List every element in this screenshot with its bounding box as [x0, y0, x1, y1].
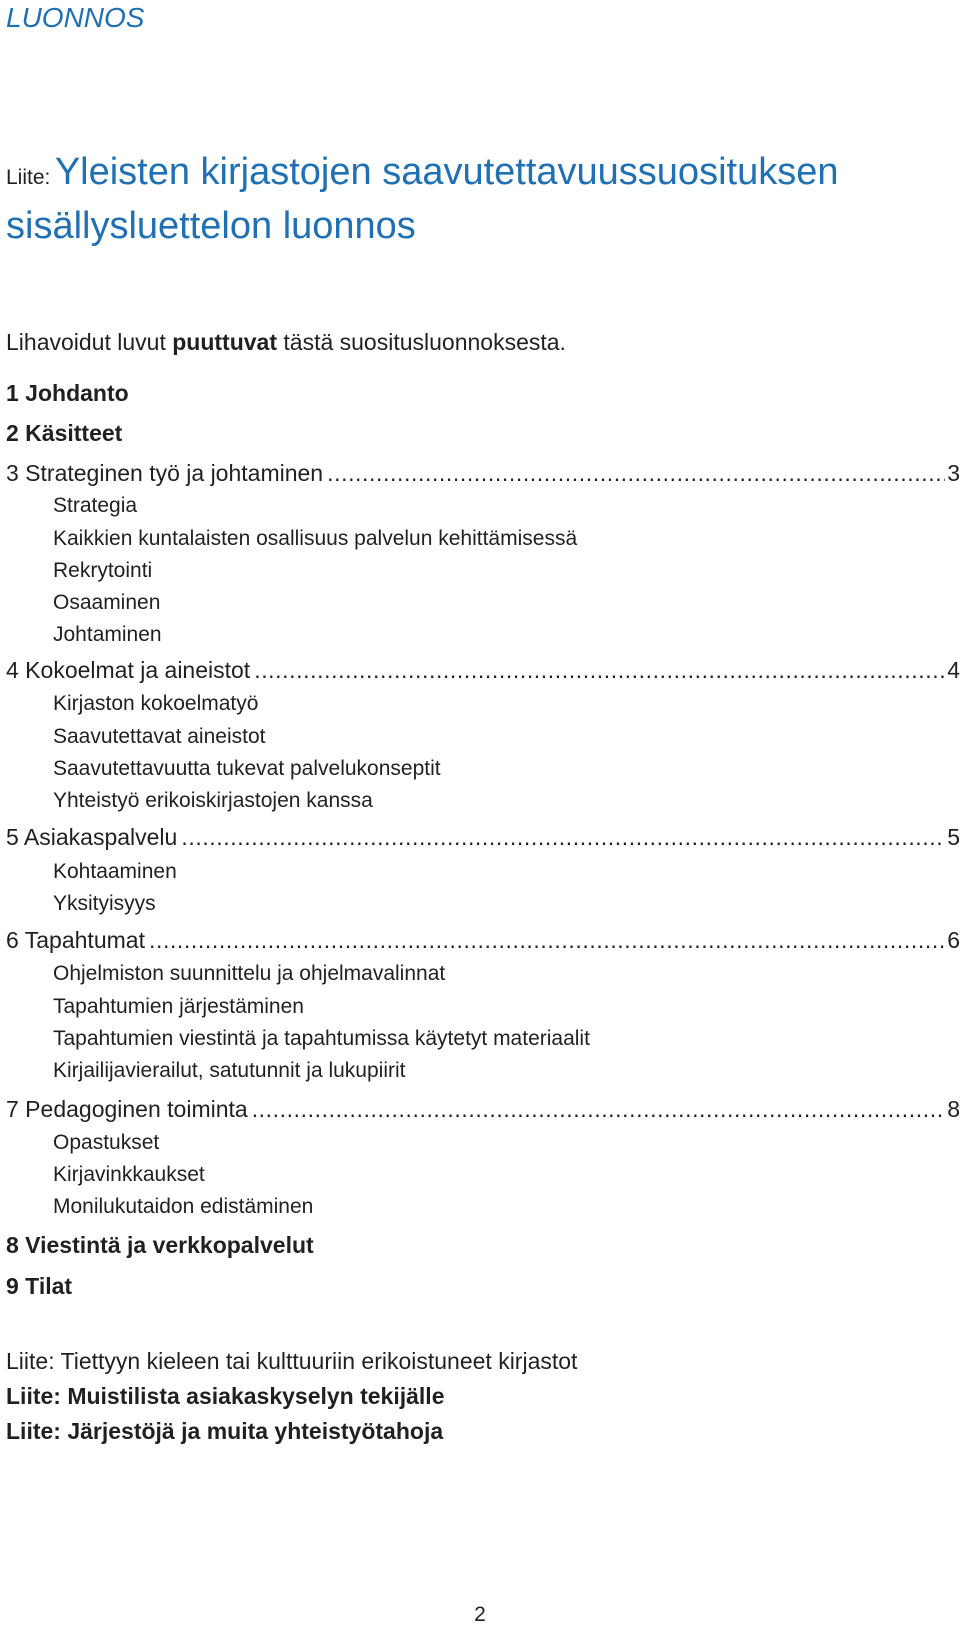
toc-subsection: Yksityisyys — [53, 892, 156, 915]
toc-subsection: Strategia — [53, 494, 138, 517]
toc-subsection: Johtaminen — [53, 623, 162, 646]
toc-chapter-label: 8 Viestintä ja verkkopalvelut — [6, 1232, 314, 1258]
toc-chapter-5 — [6, 824, 960, 851]
toc-page-number: 4 — [947, 657, 960, 683]
toc-subsection: Saavutettavuutta tukevat palvelukonseptit — [53, 757, 441, 780]
toc-leader-dots — [327, 460, 945, 487]
toc-subsection: Rekrytointi — [53, 559, 153, 582]
toc-page-number: 3 — [947, 460, 960, 486]
toc-chapter-label: 9 Tilat — [6, 1273, 73, 1299]
toc-subsection: Opastukset — [53, 1131, 160, 1154]
toc-subsection: Monilukutaidon edistäminen — [53, 1195, 314, 1218]
title-prefix: Liite: — [6, 166, 51, 189]
toc-subsection: Kirjavinkkaukset — [53, 1163, 205, 1186]
toc-subsection: Kirjailijavierailut, satutunnit ja lukupiirit — [53, 1059, 406, 1082]
intro-bold: puuttuvat — [172, 329, 277, 355]
toc-subsection: Osaaminen — [53, 591, 161, 614]
toc-chapter-8 — [6, 1232, 960, 1259]
toc-subsection: Kaikkien kuntalaisten osallisuus palvelun kehittämisessä — [53, 527, 578, 550]
toc-chapter-6 — [6, 927, 960, 954]
toc-chapter-3 — [6, 460, 960, 487]
toc-subsection: Kirjaston kokoelmatyö — [53, 692, 259, 715]
toc-subsection: Ohjelmiston suunnittelu ja ohjelmavalinnat — [53, 962, 446, 985]
toc-chapter-9 — [6, 1273, 960, 1300]
toc-leader-dots — [149, 927, 945, 954]
toc-chapter-4 — [6, 657, 960, 684]
toc-subsection: Yhteistyö erikoiskirjastojen kanssa — [53, 789, 373, 812]
toc-chapter-label: 5 Asiakaspalvelu — [6, 824, 178, 850]
page-number: 2 — [474, 1603, 486, 1626]
toc-page-number: 5 — [947, 824, 960, 850]
toc-chapter-7 — [6, 1096, 960, 1123]
intro-before: Lihavoidut luvut — [6, 329, 173, 355]
toc-subsection: Tapahtumien järjestäminen — [53, 995, 304, 1018]
intro-note — [6, 329, 566, 356]
toc-chapter-label: 2 Käsitteet — [6, 420, 123, 446]
title-line-1: Yleisten kirjastojen saavutettavuussuosituksen — [54, 151, 839, 193]
toc-chapter-label: 4 Kokoelmat ja aineistot — [6, 657, 251, 683]
toc-chapter-label: 3 Strateginen työ ja johtaminen — [6, 460, 324, 486]
toc-page-number: 8 — [947, 1096, 960, 1122]
toc-chapter-label: 1 Johdanto — [6, 380, 129, 406]
toc-leader-dots — [181, 824, 945, 851]
toc-chapter-label: 7 Pedagoginen toiminta — [6, 1096, 248, 1122]
toc-subsection: Tapahtumien viestintä ja tapahtumissa käytetyt materiaalit — [53, 1027, 590, 1050]
toc-subsection: Saavutettavat aineistot — [53, 725, 266, 748]
intro-after: tästä suositusluonnoksesta. — [277, 329, 566, 355]
draft-label: LUONNOS — [6, 2, 145, 33]
toc-chapter-2 — [6, 420, 960, 447]
toc-page-number: 6 — [947, 927, 960, 953]
toc-chapter-1 — [6, 380, 960, 407]
appendix-item: Liite: Muistilista asiakaskyselyn tekijälle — [6, 1383, 445, 1409]
document-title — [6, 145, 946, 253]
toc-chapter-label: 6 Tapahtumat — [6, 927, 145, 953]
appendix-item: Liite: Järjestöjä ja muita yhteistyötahoja — [6, 1418, 444, 1444]
title-line-2: sisällysluettelon luonnos — [6, 205, 416, 247]
toc-leader-dots — [254, 657, 945, 684]
appendix-item: Liite: Tiettyyn kieleen tai kulttuuriin erikoistuneet kirjastot — [6, 1348, 578, 1374]
toc-leader-dots — [252, 1096, 946, 1123]
toc-subsection: Kohtaaminen — [53, 860, 177, 883]
